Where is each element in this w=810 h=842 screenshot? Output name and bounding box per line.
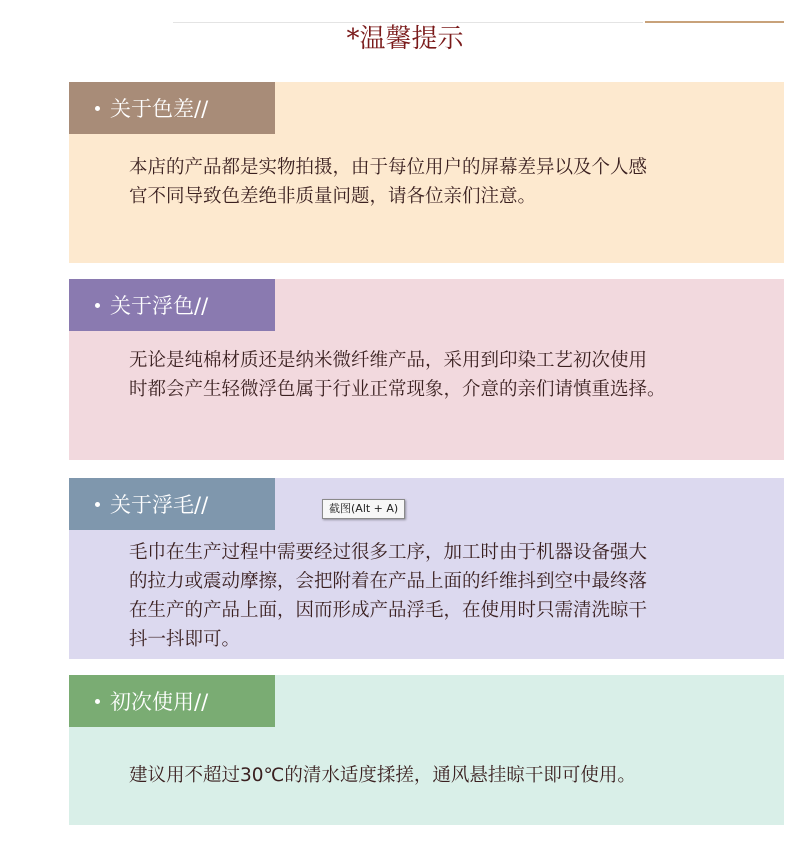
bullet-dot-icon — [95, 699, 100, 704]
section-color-difference — [69, 82, 784, 263]
section-heading: 初次使用// — [110, 690, 209, 714]
section-first-use — [69, 675, 784, 825]
section-lint — [69, 478, 784, 659]
section-body-text: 建议用不超过30℃的清水适度揉搓，通风悬挂晾干即可使用。 — [129, 765, 636, 786]
section-body-text: 本店的产品都是实物拍摄，由于每位用户的屏幕差异以及个人感 官不同导致色差绝非质量问题，请各位亲们注意。 — [129, 157, 648, 207]
page-title: *温馨提示 — [346, 24, 464, 54]
section-heading-tab — [69, 675, 275, 727]
section-heading: 关于浮色// — [110, 294, 209, 318]
section-heading-tab — [69, 279, 275, 331]
section-heading: 关于浮毛// — [110, 493, 209, 517]
section-heading-tab — [69, 478, 275, 530]
section-color-fading — [69, 279, 784, 460]
bullet-dot-icon — [95, 502, 100, 507]
section-body-text: 毛巾在生产过程中需要经过很多工序，加工时由于机器设备强大 的拉力或震动摩擦，会把附着在产品上面的纤维抖到空中最终落 在生产的产品上面，因而形成产品浮毛，在使用时只需清洗晾干 抖一抖即可。 — [129, 542, 648, 650]
section-heading-tab — [69, 82, 275, 134]
section-body-text: 无论是纯棉材质还是纳米微纤维产品，采用到印染工艺初次使用 时都会产生轻微浮色属于行业正常现象，介意的亲们请慎重选择。 — [129, 350, 666, 400]
bullet-dot-icon — [95, 106, 100, 111]
bullet-dot-icon — [95, 303, 100, 308]
section-heading: 关于色差// — [110, 97, 209, 121]
screenshot-shortcut-tooltip: 截图(Alt + A) — [322, 499, 405, 519]
